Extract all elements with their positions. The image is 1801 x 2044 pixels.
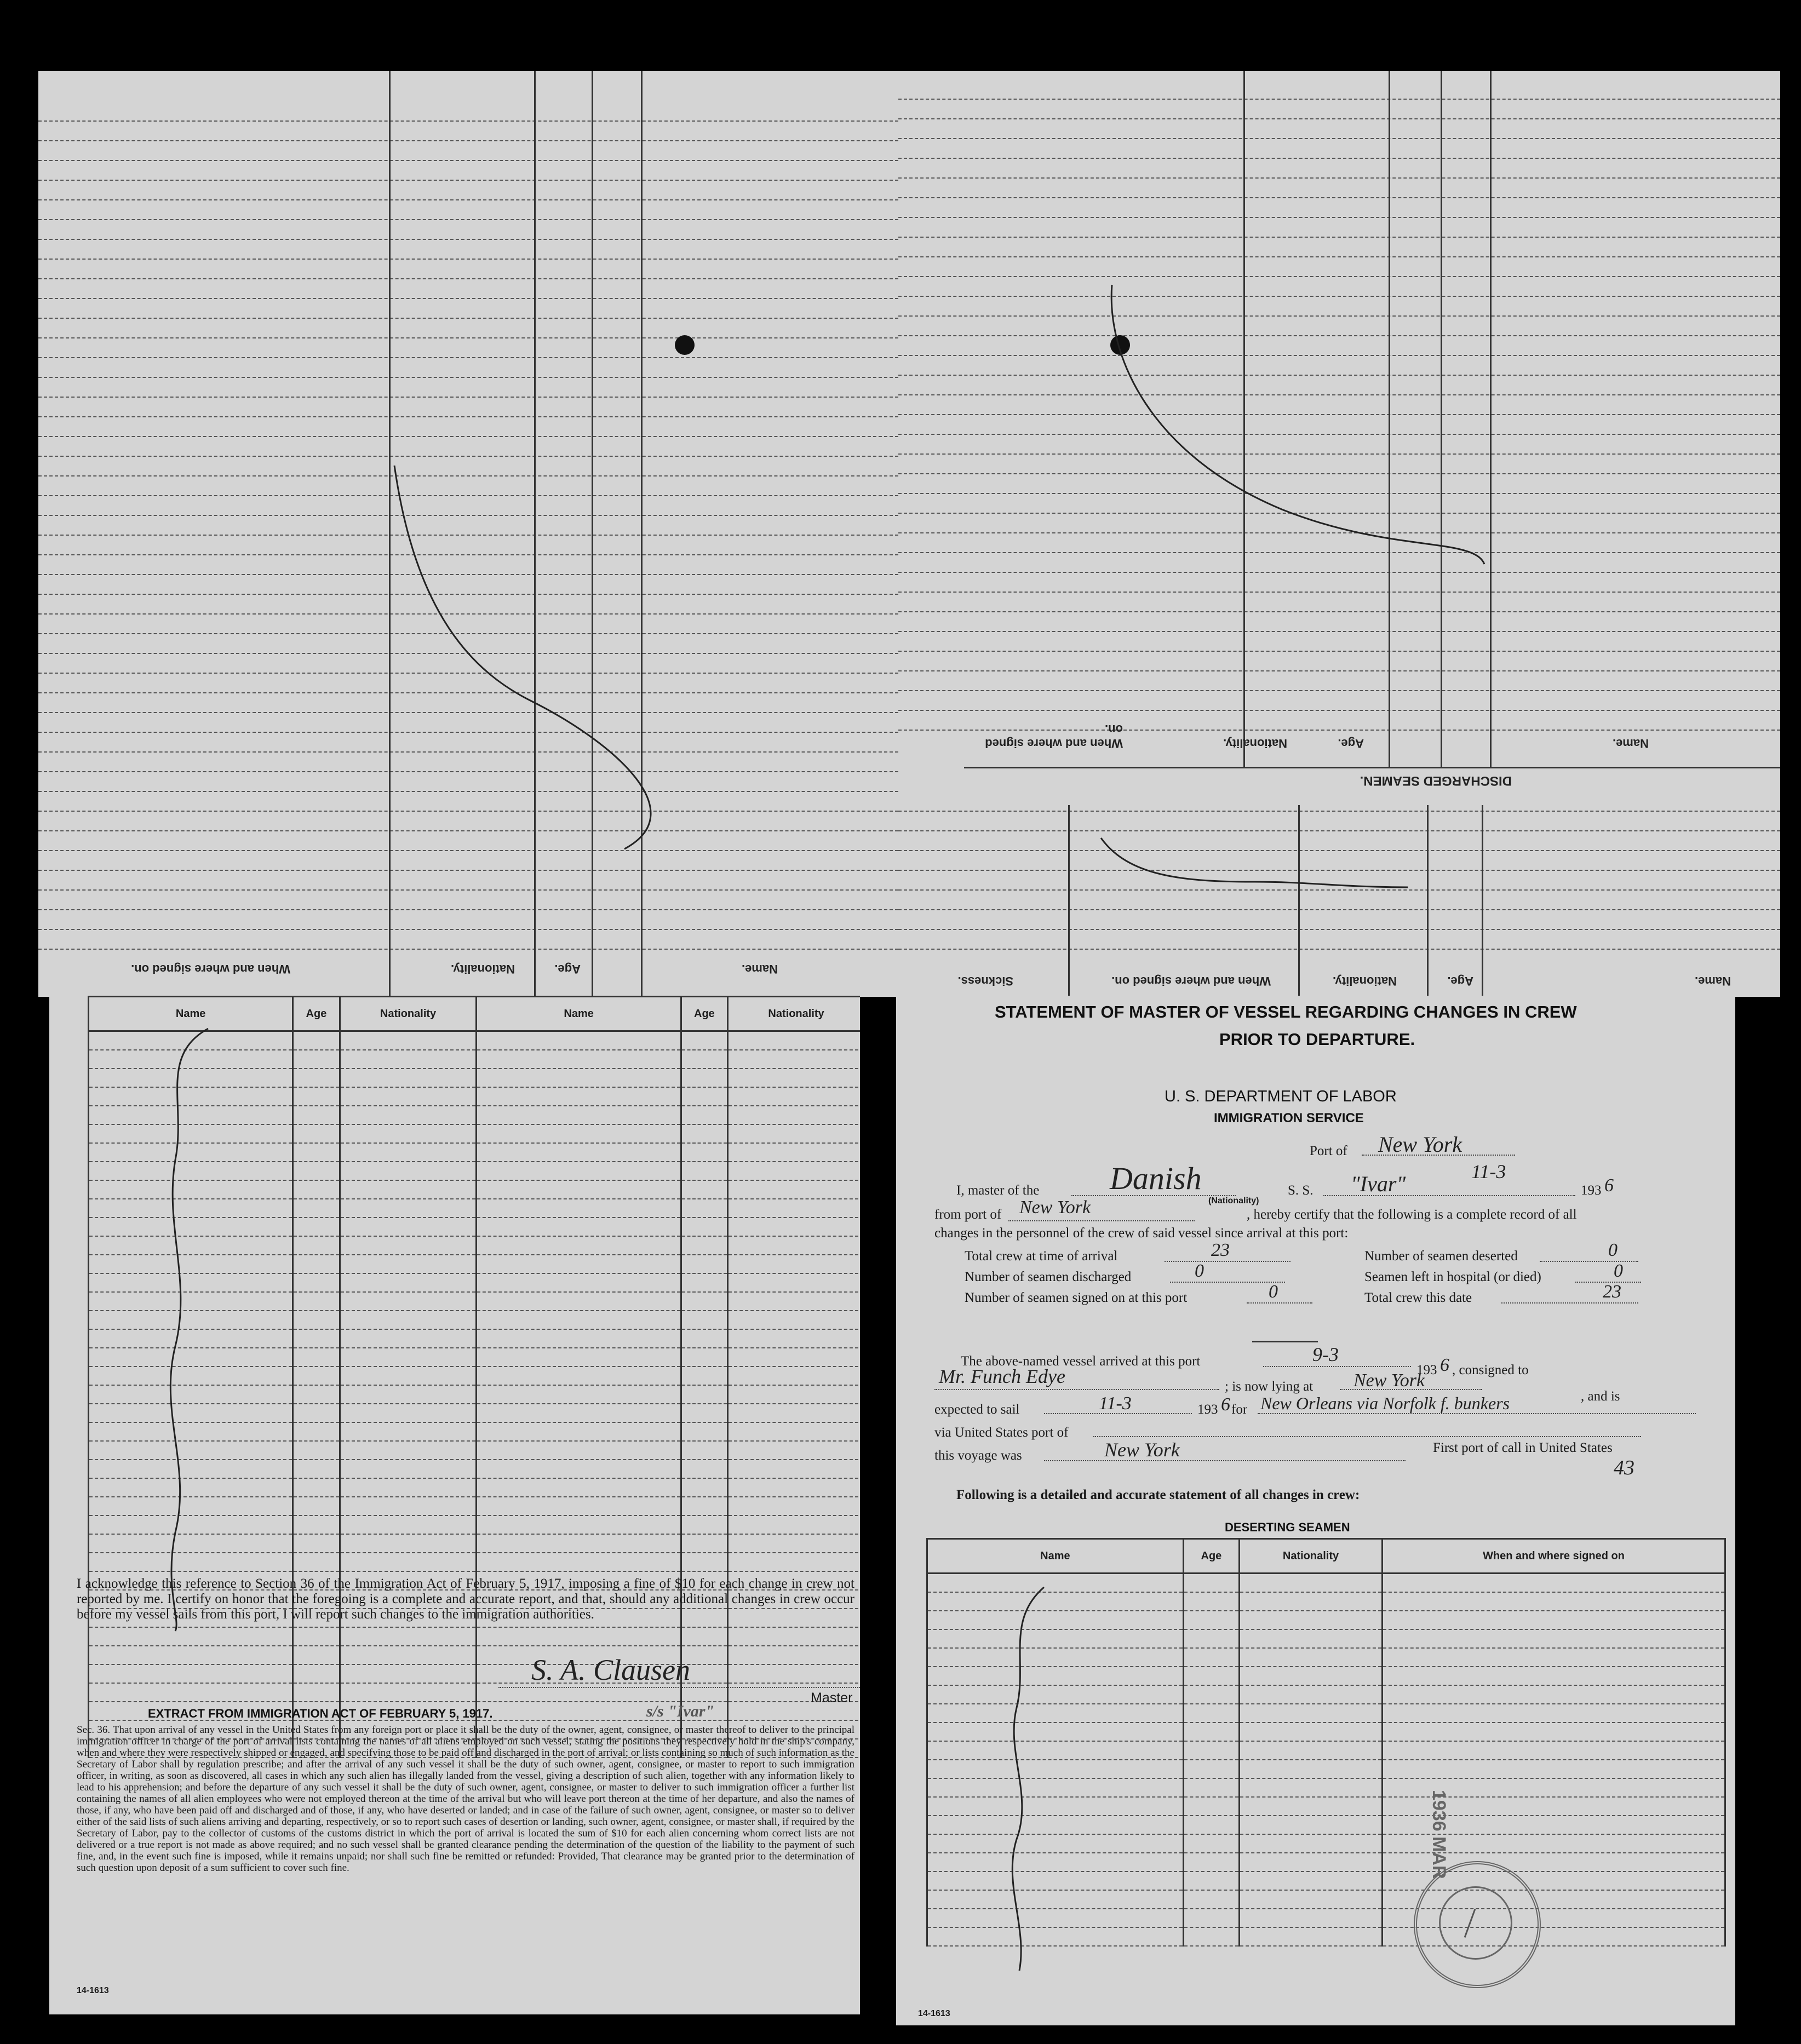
year-suffix-arrived: 6 [1440, 1355, 1449, 1375]
margin-number: 43 [1614, 1456, 1634, 1479]
department-name: U. S. DEPARTMENT OF LABOR [1165, 1088, 1397, 1105]
received-stamp [1414, 1861, 1541, 1988]
extract-text: Sec. 36. That upon arrival of any vessel in the United States from any foreign port or place it shall be the duty of the owner, agent, consignee, or master thereof to deliver to the principal immigration officer in charge of the port of arrival lists containing the names of all aliens employed on such vessel, stating the positions they respectively hold in the ship's company, when and where they were respectively shipped or engaged, and specifying those to be paid off and discharged in the port of arrival; or lists containing so much of such information as the Secretary of Labor shall by regulation prescribe; and after the arrival of any such vessel it shall be the duty of such owner, agent, consignee, or master to report to such immigration officer, in writing, as soon as discovered, all cases in which any such alien has illegally landed from the vessel, giving a description of such alien, together with any information likely to lead to his apprehension; and before the departure of any such vessel it shall be the duty of such owner, agent, consignee, or master to deliver to such immigration officer a further list containing the names of all alien employees who were not employed thereon at the time of the arrival but who will leave port thereon at the time of her departure, and also the names of those, if any, who have been paid off and discharged and of those, if any, who have deserted or landed; and in case of the failure of such owner, agent, consignee, or master so to deliver either of the said lists of such aliens arriving and departing, respectively, or so to report such cases of desertion or landing, such owner, agent, consignee, or master shall, if required by the Secretary of Labor, pay to the collector of customs of the customs district in which the port of arrival is located the sum of $10 for each alien concerning whom correct lists are not delivered or a true report is not made as above required; and no such vessel shall be granted clearance pending the determination of the question of the liability to the payment of such fine, and, in the event such fine is imposed, while it remains unpaid; nor shall such fine be remitted or refunded: Provided, That clearance may be granted prior to the determination of such question upon deposit of a sum sufficient to cover such fine. [77, 1724, 854, 1874]
header-nationality-1: Nationality [340, 997, 477, 1031]
col-nationality-lower: Nationality. [1333, 974, 1397, 988]
consignee-value: Mr. Funch Edye [939, 1365, 1065, 1387]
form-title-line2: PRIOR TO DEPARTURE. [1219, 1030, 1415, 1049]
col-name-lower: Name. [1694, 974, 1731, 988]
total-crew-date-label: Total crew this date [1364, 1290, 1472, 1305]
col-when-where: When and where signed on. [131, 962, 290, 976]
signed-on-label: Number of seamen signed on at this port [965, 1290, 1188, 1305]
acknowledgement-text: I acknowledge this reference to Section 36 of the Immigration Act of February 5, 1917, imposing a fine of $10 for each change in crew not reported by me. I certify on honor that the foregoing is a complete and accurate report, and that, should any additional changes in crew occur before my vessel sails from this port, I will report such changes to the immigration authorities. [77, 1576, 854, 1622]
form-number: 14-1613 [918, 2009, 950, 2018]
nationality-caption: (Nationality) [1208, 1196, 1259, 1205]
bottom-right-sheet [896, 996, 1735, 2025]
col-age: Age. [554, 962, 581, 976]
total-crew-date-value: 23 [1603, 1282, 1621, 1302]
header-nationality: Nationality [1240, 1539, 1383, 1574]
ss-label: S. S. [1288, 1183, 1314, 1198]
header-name-2: Name [477, 997, 681, 1031]
header-name: Name [927, 1539, 1184, 1574]
year-label-arrived: 193 [1416, 1363, 1437, 1377]
header-when-where: When and where signed on [1383, 1539, 1725, 1574]
year-suffix: 6 [1604, 1175, 1614, 1196]
first-port-label: First port of call in United States [1433, 1440, 1613, 1455]
column-headers [38, 958, 898, 980]
header-age: Age [1183, 1539, 1239, 1574]
master-label: Master [811, 1690, 853, 1706]
header-age-2: Age [681, 997, 727, 1031]
col-nationality-upper: Nationality. [1223, 737, 1287, 750]
pen-stroke [38, 71, 898, 997]
extract-title: EXTRACT FROM IMMIGRATION ACT OF FEBRUARY 5, 1917. [148, 1707, 493, 1720]
vessel-stamp: s/s "Ivar" [646, 1702, 715, 1720]
arrived-label: The above-named vessel arrived at this port [961, 1354, 1201, 1369]
master-of-the-label: I, master of the [956, 1183, 1040, 1198]
date-value: 11-3 [1471, 1161, 1506, 1182]
expected-label: expected to sail [934, 1402, 1020, 1417]
from-port-label: from port of [934, 1207, 1002, 1222]
expected-value: 11-3 [1099, 1393, 1132, 1414]
discharged-label: Number of seamen discharged [965, 1270, 1132, 1284]
col-when-where-lower: When and where signed on. [1111, 974, 1271, 988]
nationality-value: Danish [1110, 1161, 1202, 1196]
header-name-1: Name [89, 997, 293, 1031]
year-prefix: 193 [1581, 1183, 1602, 1198]
port-value: New York [1378, 1132, 1462, 1157]
form-number: 14-1613 [77, 1986, 109, 1995]
discharged-heading: DISCHARGED SEAMEN. [1360, 773, 1512, 788]
total-crew-arrival-label: Total crew at time of arrival [965, 1249, 1118, 1264]
lying-label: ; is now lying at [1225, 1379, 1314, 1394]
form-title-line1: STATEMENT OF MASTER OF VESSEL REGARDING CHANGES IN CREW [995, 1002, 1577, 1021]
vessel-name: "Ivar" [1351, 1172, 1406, 1196]
master-signature: S. A. Clausen [531, 1653, 691, 1686]
pen-stroke [898, 71, 1780, 997]
bottom-left-sheet [49, 996, 860, 2014]
header-age-1: Age [293, 997, 340, 1031]
destination-value: New Orleans via Norfolk f. bunkers [1260, 1393, 1510, 1413]
year-suffix-expected: 6 [1221, 1394, 1230, 1415]
consigned-label: , consigned to [1452, 1363, 1529, 1377]
year-label-expected: 193 [1197, 1402, 1218, 1417]
lying-value: New York [1353, 1370, 1425, 1391]
col-age-lower: Age. [1447, 974, 1473, 988]
deserted-label: Number of seamen deserted [1364, 1249, 1518, 1264]
following-text: Following is a detailed and accurate statement of all changes in crew: [956, 1488, 1360, 1502]
service-name: IMMIGRATION SERVICE [1214, 1111, 1364, 1126]
changes-text: changes in the personnel of the crew of said vessel since arrival at this port: [934, 1226, 1349, 1241]
top-right-sheet [898, 71, 1780, 997]
hospital-value: 0 [1614, 1261, 1623, 1281]
via-label: via United States port of [934, 1425, 1069, 1440]
voyage-value: New York [1104, 1439, 1180, 1461]
col-when-where-upper: When and where signed on. [985, 722, 1123, 750]
col-age-upper: Age. [1338, 737, 1364, 750]
col-sickness: Sickness. [957, 974, 1013, 988]
pen-stroke [896, 996, 1735, 2025]
for-label: for [1231, 1402, 1248, 1417]
from-port-value: New York [1019, 1197, 1091, 1218]
top-left-sheet [38, 71, 898, 997]
col-name-upper: Name. [1612, 737, 1649, 750]
header-nationality-2: Nationality [728, 997, 860, 1031]
certify-text: , hereby certify that the following is a complete record of all [1247, 1207, 1577, 1222]
arrived-value: 9-3 [1312, 1343, 1339, 1365]
col-nationality: Nationality. [451, 962, 515, 976]
port-label: Port of [1310, 1144, 1347, 1158]
deserting-heading: DESERTING SEAMEN [1225, 1520, 1350, 1534]
total-crew-arrival-value: 23 [1211, 1240, 1230, 1260]
col-name: Name. [741, 962, 778, 976]
signed-on-value: 0 [1269, 1282, 1278, 1302]
and-is-label: , and is [1581, 1389, 1620, 1404]
stamp-date: 1936 MAR [1429, 1790, 1449, 1879]
hospital-label: Seamen left in hospital (or died) [1364, 1270, 1541, 1284]
discharged-value: 0 [1195, 1261, 1204, 1281]
deserted-value: 0 [1608, 1240, 1618, 1260]
voyage-label: this voyage was [934, 1448, 1022, 1463]
